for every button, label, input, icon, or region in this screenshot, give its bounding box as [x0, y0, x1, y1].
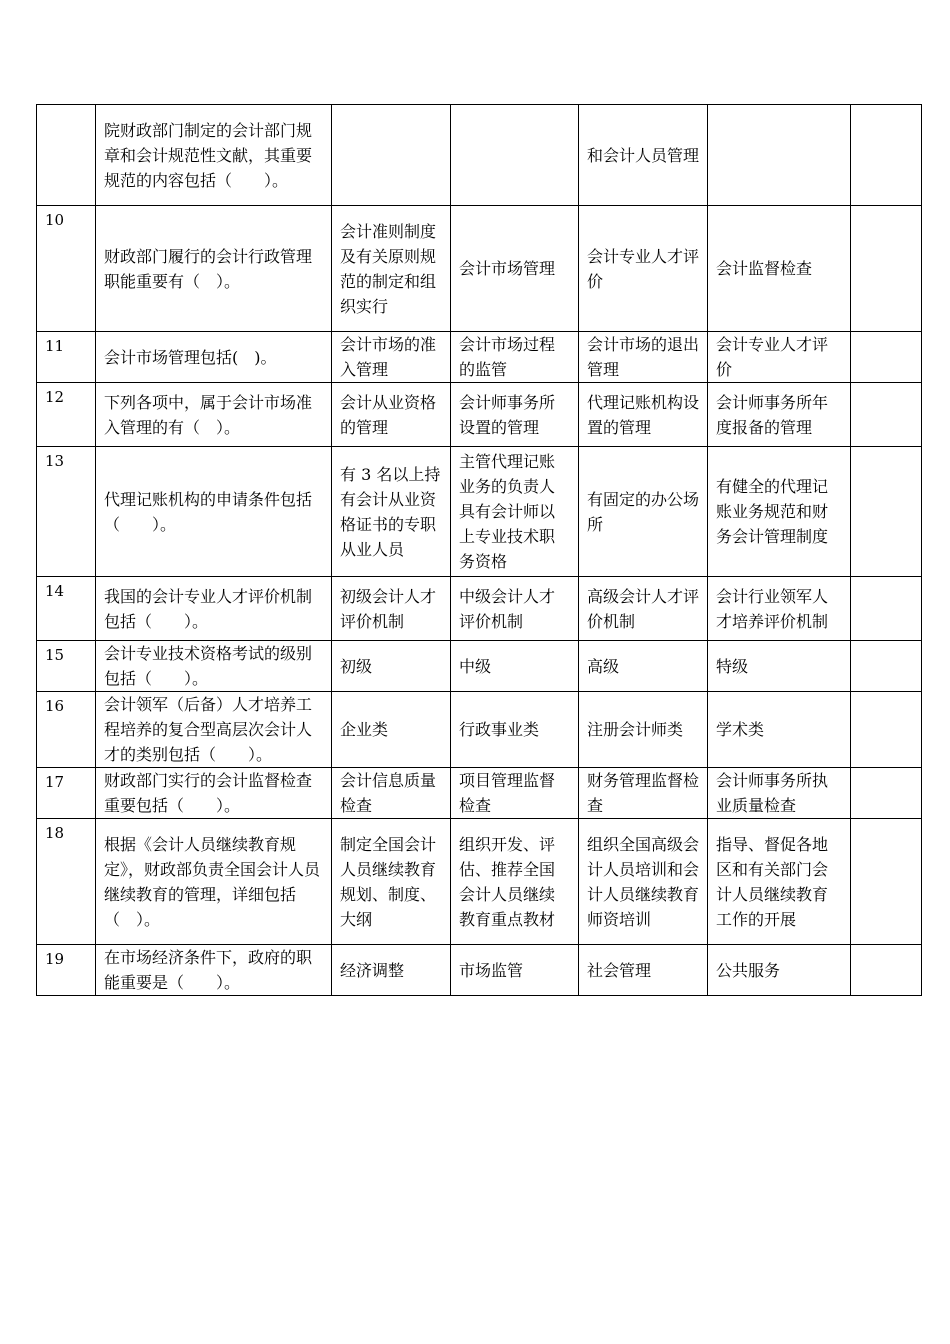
- table-row: [37, 692, 922, 768]
- question-number: 19: [37, 945, 96, 996]
- table-row: [37, 206, 922, 332]
- option-a: 初级会计人才评价机制: [332, 577, 451, 641]
- option-d: 会计师事务所执业质量检查: [708, 768, 851, 819]
- table-row: [37, 819, 922, 945]
- question-text: 下列各项中，属于会计市场准入管理的有（ ）。: [96, 383, 332, 447]
- question-number: 18: [37, 819, 96, 945]
- document-page: [36, 104, 922, 996]
- option-a: 经济调整: [332, 945, 451, 996]
- option-c: 和会计人员管理: [579, 105, 708, 206]
- option-a: [332, 105, 451, 206]
- option-a: 会计市场的准入管理: [332, 332, 451, 383]
- option-b: 会计市场管理: [451, 206, 579, 332]
- question-number: 17: [37, 768, 96, 819]
- option-d: 学术类: [708, 692, 851, 768]
- option-c: 代理记账机构设置的管理: [579, 383, 708, 447]
- answer-cell: [851, 945, 922, 996]
- table-row: [37, 383, 922, 447]
- answer-cell: [851, 332, 922, 383]
- option-c: 高级: [579, 641, 708, 692]
- option-d: 会计行业领军人才培养评价机制: [708, 577, 851, 641]
- option-d: 会计师事务所年度报备的管理: [708, 383, 851, 447]
- option-a: 会计信息质量检查: [332, 768, 451, 819]
- table-row: [37, 105, 922, 206]
- answer-cell: [851, 641, 922, 692]
- table-row: [37, 577, 922, 641]
- option-a: 制定全国会计人员继续教育规划、制度、大纲: [332, 819, 451, 945]
- question-text: 财政部门实行的会计监督检查重要包括（ ）。: [96, 768, 332, 819]
- question-number: 16: [37, 692, 96, 768]
- option-d: 会计监督检查: [708, 206, 851, 332]
- option-b: 主管代理记账业务的负责人具有会计师以上专业技术职务资格: [451, 447, 579, 577]
- question-text: 财政部门履行的会计行政管理职能重要有（ ）。: [96, 206, 332, 332]
- answer-cell: [851, 383, 922, 447]
- question-text: 会计专业技术资格考试的级别包括（ ）。: [96, 641, 332, 692]
- question-number: 12: [37, 383, 96, 447]
- option-d: 有健全的代理记账业务规范和财务会计管理制度: [708, 447, 851, 577]
- option-b: 会计市场过程的监管: [451, 332, 579, 383]
- answer-cell: [851, 819, 922, 945]
- option-d: [708, 105, 851, 206]
- option-c: 会计市场的退出管理: [579, 332, 708, 383]
- table-row: [37, 768, 922, 819]
- option-d: 特级: [708, 641, 851, 692]
- option-b: 中级: [451, 641, 579, 692]
- question-text: 院财政部门制定的会计部门规章和会计规范性文献，其重要规范的内容包括（ ）。: [96, 105, 332, 206]
- table-row: [37, 641, 922, 692]
- question-text: 根据《会计人员继续教育规定》，财政部负责全国会计人员继续教育的管理，详细包括（ ）。: [96, 819, 332, 945]
- option-c: 会计专业人才评价: [579, 206, 708, 332]
- option-a: 企业类: [332, 692, 451, 768]
- table-row: [37, 447, 922, 577]
- option-c: 财务管理监督检查: [579, 768, 708, 819]
- option-c: 组织全国高级会计人员培训和会计人员继续教育师资培训: [579, 819, 708, 945]
- option-b: 市场监管: [451, 945, 579, 996]
- question-number: 15: [37, 641, 96, 692]
- question-number: 14: [37, 577, 96, 641]
- table-row: [37, 332, 922, 383]
- answer-cell: [851, 768, 922, 819]
- question-text: 在市场经济条件下，政府的职能重要是（ ）。: [96, 945, 332, 996]
- option-c: 有固定的办公场所: [579, 447, 708, 577]
- answer-cell: [851, 692, 922, 768]
- option-d: 指导、督促各地区和有关部门会计人员继续教育工作的开展: [708, 819, 851, 945]
- option-b: [451, 105, 579, 206]
- question-text: 会计领军（后备）人才培养工程培养的复合型高层次会计人才的类别包括（ ）。: [96, 692, 332, 768]
- option-a: 初级: [332, 641, 451, 692]
- question-text: 我国的会计专业人才评价机制包括（ ）。: [96, 577, 332, 641]
- option-a: 有 3 名以上持有会计从业资格证书的专职从业人员: [332, 447, 451, 577]
- answer-cell: [851, 105, 922, 206]
- table-row: [37, 945, 922, 996]
- answer-cell: [851, 447, 922, 577]
- option-c: 注册会计师类: [579, 692, 708, 768]
- question-table: [36, 104, 922, 996]
- option-b: 项目管理监督检查: [451, 768, 579, 819]
- option-c: 社会管理: [579, 945, 708, 996]
- question-text: 代理记账机构的申请条件包括（ ）。: [96, 447, 332, 577]
- question-number: 10: [37, 206, 96, 332]
- question-text: 会计市场管理包括( )。: [96, 332, 332, 383]
- option-b: 行政事业类: [451, 692, 579, 768]
- answer-cell: [851, 577, 922, 641]
- option-a: 会计准则制度及有关原则规范的制定和组织实行: [332, 206, 451, 332]
- question-number: 13: [37, 447, 96, 577]
- option-d: 公共服务: [708, 945, 851, 996]
- question-number: [37, 105, 96, 206]
- question-number: 11: [37, 332, 96, 383]
- option-a: 会计从业资格的管理: [332, 383, 451, 447]
- option-b: 组织开发、评估、推荐全国会计人员继续教育重点教材: [451, 819, 579, 945]
- option-b: 会计师事务所设置的管理: [451, 383, 579, 447]
- option-b: 中级会计人才评价机制: [451, 577, 579, 641]
- option-d: 会计专业人才评价: [708, 332, 851, 383]
- option-c: 高级会计人才评价机制: [579, 577, 708, 641]
- answer-cell: [851, 206, 922, 332]
